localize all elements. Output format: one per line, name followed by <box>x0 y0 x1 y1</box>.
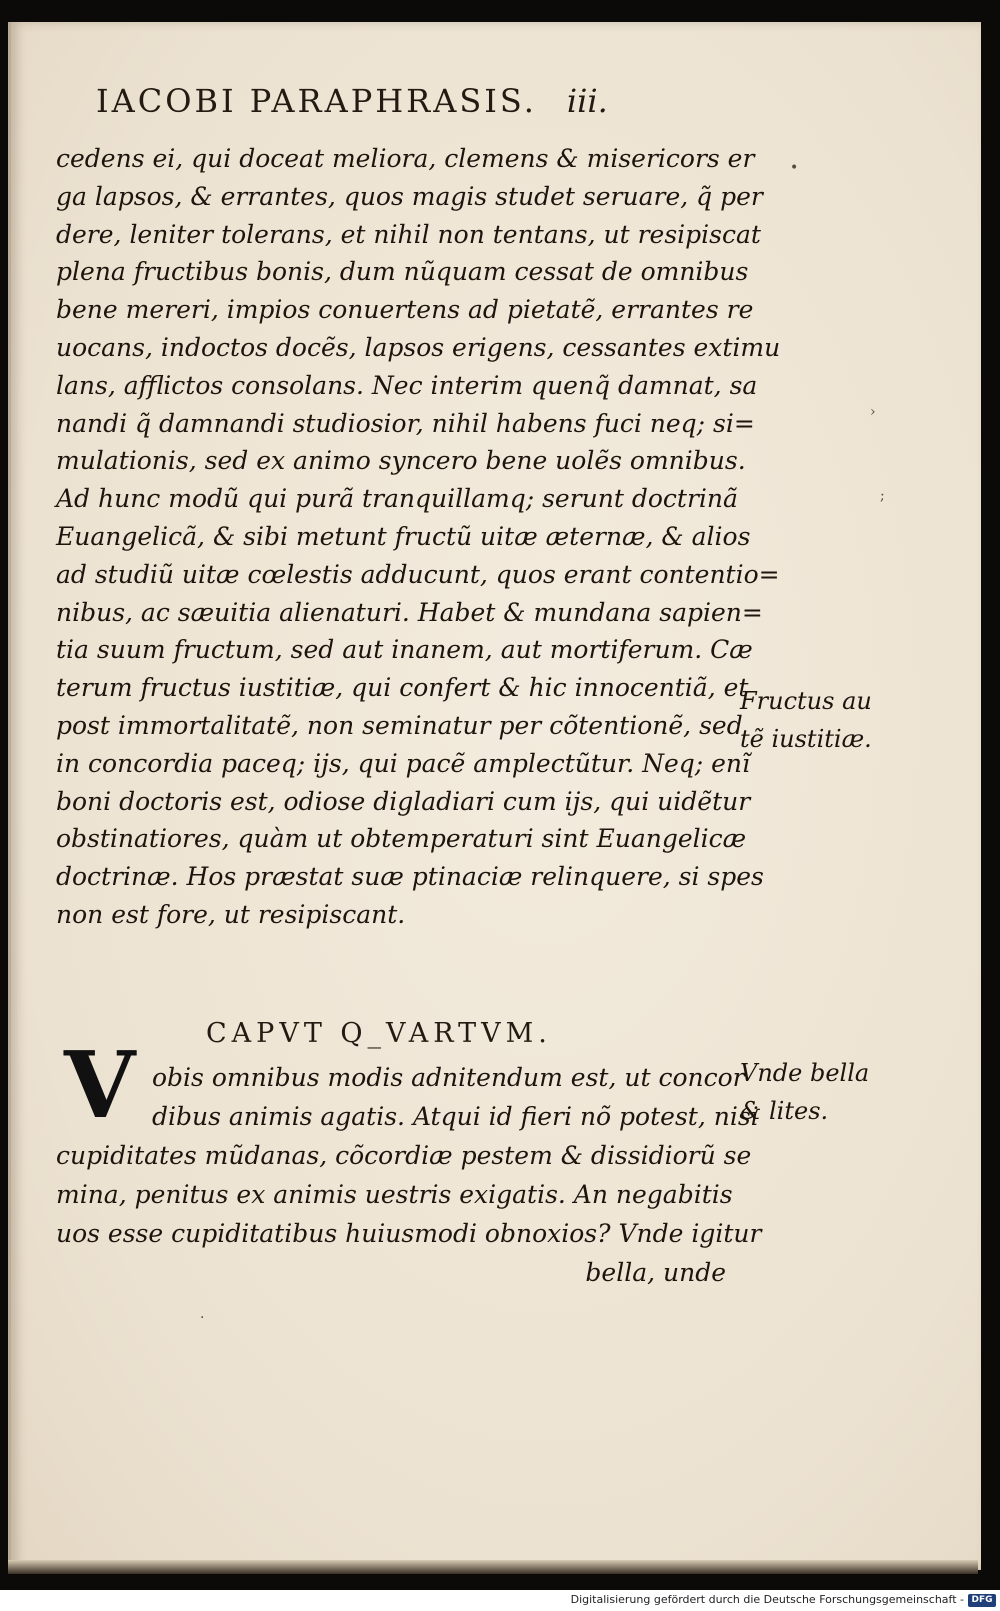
footer-credit: Digitalisierung gefördert durch die Deutsche Forschungsgemeinschaft - <box>570 1593 964 1606</box>
ink-speck: • <box>790 160 799 176</box>
text-line: bene mereri, impios conuertens ad pietatẽ, errantes re <box>56 295 754 325</box>
margin-note-line: tẽ iustitiæ. <box>740 724 872 753</box>
text-line: in concordia paceq; ijs, qui pacẽ amplectũtur. Neq; enĩ <box>56 748 751 778</box>
text-line: Ad hunc modũ qui purã tranquillamq; serunt doctrinã <box>56 484 738 514</box>
footer-bar <box>0 1590 1000 1611</box>
margin-note-unde <box>740 1054 869 1130</box>
body-text <box>56 140 781 934</box>
text-line: nandi q̃ damnandi studiosior, nihil habens fuci neq; si= <box>56 408 755 438</box>
text-line: ad studiũ uitæ cœlestis adducunt, quos erant contentio= <box>56 559 780 589</box>
text-line: lans, afflictos consolans. Nec interim quenq̃ damnat, sa <box>56 370 758 400</box>
margin-note-line: & lites. <box>740 1096 829 1125</box>
chapter-heading: CAPVT Q_VARTVM. <box>206 1018 552 1049</box>
text-line: uocans, indoctos docẽs, lapsos erigens, cessantes extimu <box>56 332 781 362</box>
text-line: obis omnibus modis adnitendum est, ut concor <box>152 1063 745 1092</box>
decorated-initial: V <box>64 1031 136 1139</box>
text-line: mulationis, sed ex animo syncero bene uolẽs omnibus. <box>56 446 746 476</box>
text-line: plena fructibus bonis, dum nũquam cessat de omnibus <box>56 257 749 287</box>
ink-speck: ; <box>880 488 885 504</box>
text-line: terum fructus iustitiæ, qui confert & hic innocentiã, et <box>56 673 749 703</box>
text-line: doctrinæ. Hos præstat suæ ptinaciæ relinquere, si spes <box>56 862 764 892</box>
ink-speck: › <box>870 404 876 420</box>
text-line: cedens ei, qui doceat meliora, clemens & misericors er <box>56 144 755 173</box>
ink-speck: · <box>200 1310 205 1326</box>
chapter-text <box>56 1058 762 1292</box>
text-line: uos esse cupiditatibus huiusmodi obnoxios? Vnde igitur <box>56 1219 762 1248</box>
text-line: dibus animis agatis. Atqui id fieri nõ potest, nisi <box>152 1102 759 1131</box>
text-line: post immortalitatẽ, non seminatur per cõtentionẽ, sed <box>56 710 743 740</box>
text-line: obstinatiores, quàm ut obtemperaturi sint Euangelicæ <box>56 824 747 854</box>
margin-note-line: Vnde bella <box>740 1059 870 1087</box>
leaf-number: iii. <box>566 82 608 120</box>
dfg-logo: DFG <box>968 1594 996 1607</box>
text-line: boni doctoris est, odiose digladiari cum ijs, qui uidẽtur <box>56 786 751 816</box>
margin-note-line: Fructus au <box>740 687 872 715</box>
text-line: Euangelicã, & sibi metunt fructũ uitæ æternæ, & alios <box>56 521 751 551</box>
text-line: cupiditates mũdanas, cõcordiæ pestem & dissidiorũ se <box>56 1141 752 1170</box>
text-line: ga lapsos, & errantes, quos magis studet seruare, q̃ per <box>56 181 763 211</box>
running-head-title: IACOBI PARAPHRASIS. <box>96 82 537 120</box>
page-edge <box>8 1560 978 1574</box>
margin-note-fructus <box>740 682 872 758</box>
text-line: mina, penitus ex animis uestris exigatis. An negabitis <box>56 1180 733 1209</box>
text-line: dere, leniter tolerans, et nihil non tentans, ut resipiscat <box>56 219 761 249</box>
catchword: bella, unde <box>585 1258 726 1287</box>
text-line: non est fore, ut resipiscant. <box>56 899 406 929</box>
text-line: tia suum fructum, sed aut inanem, aut mortiferum. Cæ <box>56 635 753 665</box>
text-line: nibus, ac sæuitia alienaturi. Habet & mundana sapien= <box>56 597 763 627</box>
running-head <box>96 82 696 130</box>
